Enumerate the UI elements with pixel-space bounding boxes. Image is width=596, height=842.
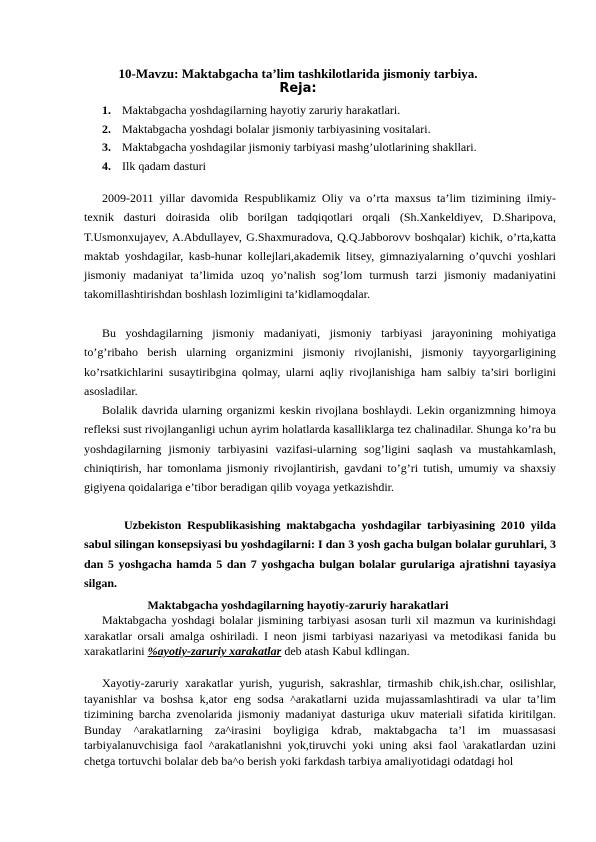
paragraph-concept: Uzbekiston Respublikasishing maktabgacha yoshdagilar tarbiyasining 2010 yilda sabul silingan konsepsiyasi bu yoshdagilarni: I dan 3 yosh gacha bulgan bolalar guruhlari, 3 dan 5 yoshgacha hamda 5 dan 7 yoshgacha bulgan bolalar gurulariga ajratishni tayasiya silgan. (84, 518, 556, 590)
plan-item-number: 1. (102, 103, 111, 117)
plan-item-number: 2. (102, 121, 111, 136)
plan-item-text: Maktabgacha yoshdagilar jismoniy tarbiyasi mashg’ulotlarining shakllari. (122, 140, 477, 154)
plan-item (102, 138, 582, 157)
plan-item (102, 101, 582, 120)
emphasized-term: %ayotiy-zaruriy xarakatlar (147, 644, 282, 658)
paragraph-text: deb atash Kabul kdlingan. (281, 644, 410, 658)
plan-item (102, 120, 582, 139)
paragraph-movements (84, 613, 556, 660)
paragraph-culture: Bu yoshdagilarning jismoniy madaniyati, jismoniy tarbiyasi jarayonining mohiyatiga to’g’ribaho berish ularning organizmini jismoniy rivojlanishi, jismoniy tayyorgarligining ko’rsatkichlarini susaytiribgina qolmay, ularni aqliy rivojlanishiga ham salbiy ta’siri borligini asosladilar. (84, 326, 556, 398)
paragraph-intro: 2009-2011 yillar davomida Respublikamiz Oliy va o’rta maxsus ta’lim tizimining ilmiy-texnik dasturi doirasida olib borilgan tadqiqotlari orqali (Sh.Xankeldiyev, D.Sharipova, T.Usmonxujayev, A.Abdullayev, G.Shaxmuradova, Q.Q.Jabborovv boshqalar) kichik, o’rta,katta maktab yoshdagilar, kasb-hunar kollejlari,akademik litsey, gimnaziyalarning o’quvchi yoshlari jismoniy madaniyat ta’limida uzoq yo’nalish sog’lom turmush tarzi jismoniy madaniyatini takomillashtirishdan boshlash lozimligini ta’kidlamoqdalar. (84, 191, 556, 302)
plan-item (102, 157, 582, 176)
plan-heading: Reja: (279, 81, 317, 96)
paragraph-childhood: Bolalik davrida ularning organizmi keskin rivojlana boshlaydi. Lekin organizmning himoya refleksi sust rivojlanganligi uchun ayrim holatlarda kasalliklarga tez chalinadilar. Shunga ko’ra bu yoshdagilarning jismoniy tarbiyasini vazifasi-ularning sog’ligini saqlash va mustahkamlash, chiniqtirish, har tomonlama jismoniy rivojlantirish, gavdani to’g’ri tutish, umumiy va shaxsiy gigiyena qoidalariga e’tibor beradigan qilib voyaga yetkazishdir. (84, 403, 556, 495)
plan-item-text: Ilk qadam dasturi (122, 158, 206, 173)
paragraph-vital-movements: Xayotiy-zaruriy xarakatlar yurish, yugurish, sakrashlar, tirmashib chik,ish.char, osilishlar, tayanishlar va boshsa k,ator eng sodsa ^arakatlarni uzida mujassamlashtiradi va ular ta’lim tizimining barcha zvenolarida jismoniy madaniyat dasturiga ukuv materiali sifatida kiritilgan. Bunday ^arakatlarning za^irasini boyligiga kdrab, maktabgacha ta’l im muassasasi tarbiyalanuvchisiga faol ^arakatlanishni yok,tiruvchi yoki uning aksi faol \arakatlardan uzini chetga tortuvchi bolalar deb ba^o berish yoki farkdash tarbiya amaliyotidagi odatdagi hol (84, 676, 556, 768)
plan-list (102, 101, 582, 175)
plan-item-number: 3. (102, 140, 111, 154)
section-title: Maktabgacha yoshdagilarning hayotiy-zaruriy harakatlari (147, 598, 449, 612)
paragraph-text: Maktabgacha yoshdagi bolalar jismining tarbiyasi asosan turli xil mazmun va kurinishdagi xarakatlar orsali amalga oshiriladi. I neon jismi tarbiyasi nazariyasi va metodikasi fanida bu xarakatlarini (84, 613, 556, 658)
plan-item-text: Maktabgacha yoshdagi bolalar jismoniy tarbiyasining vositalari. (122, 121, 431, 136)
plan-item-number: 4. (102, 158, 111, 173)
page-title: 10-Mavzu: Maktabgacha ta’lim tashkilotlarida jismoniy tarbiya. (118, 66, 478, 81)
plan-item-text: Maktabgacha yoshdagilarning hayotiy zaruriy harakatlari. (122, 103, 401, 117)
